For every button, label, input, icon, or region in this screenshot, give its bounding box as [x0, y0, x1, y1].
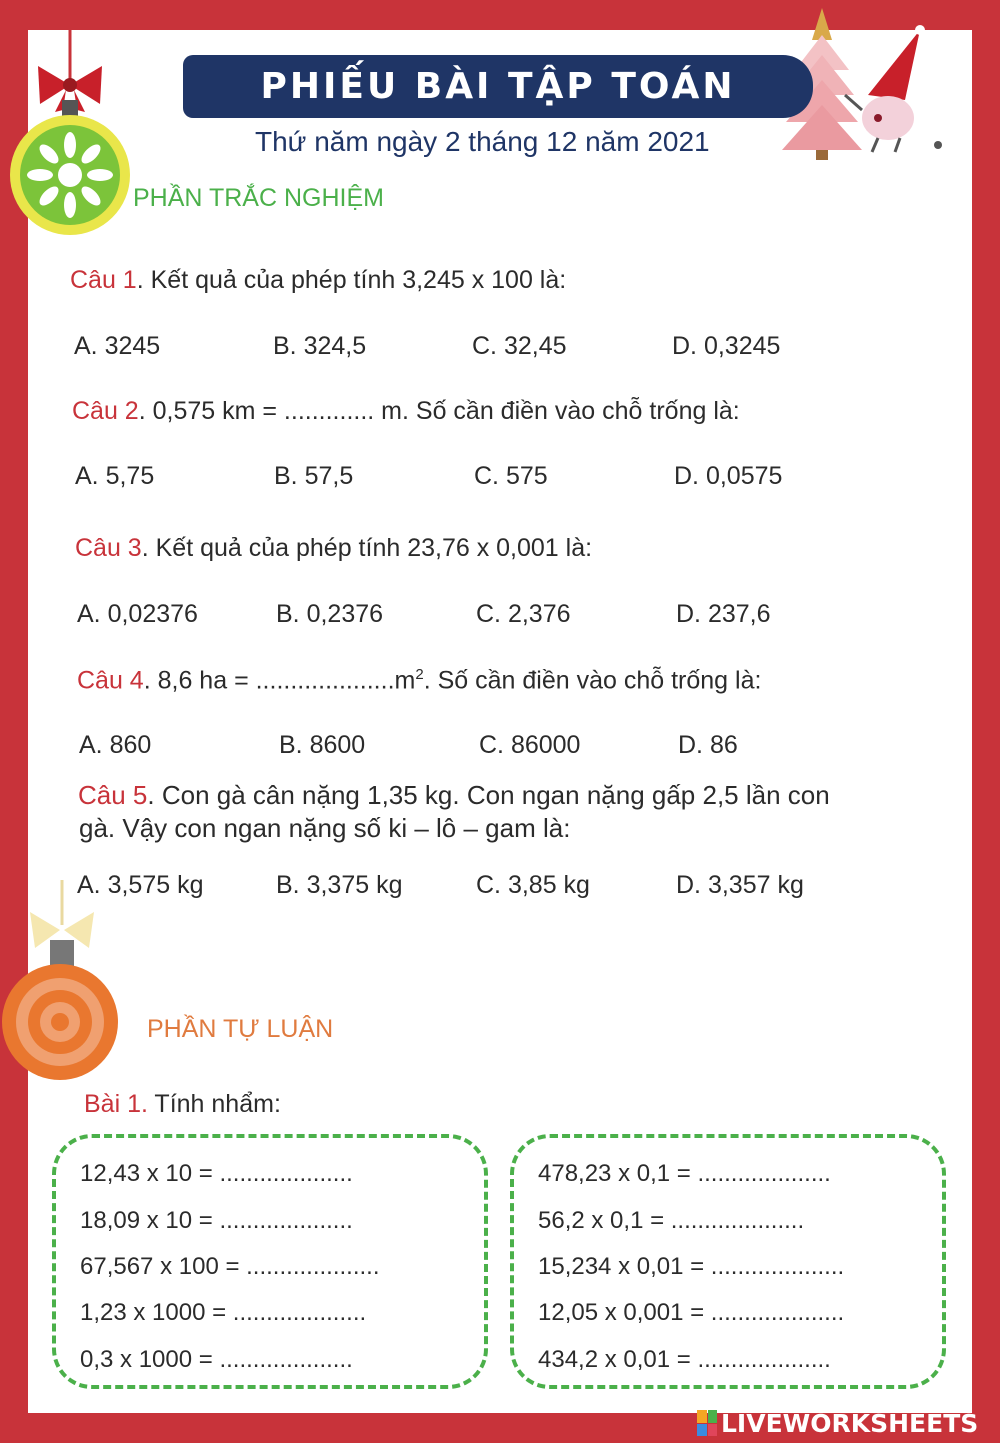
- exercise-text: Tính nhẩm:: [147, 1090, 281, 1118]
- q3-option-a[interactable]: A. 0,02376: [77, 600, 198, 628]
- q2-option-a[interactable]: A. 5,75: [75, 462, 155, 490]
- q1-option-b[interactable]: B. 324,5: [273, 332, 367, 360]
- q5-option-c[interactable]: C. 3,85 kg: [476, 871, 590, 899]
- liveworksheets-logo: [697, 1408, 978, 1438]
- q2-option-b[interactable]: B. 57,5: [274, 462, 354, 490]
- q5-option-a[interactable]: A. 3,575 kg: [77, 871, 204, 899]
- q4-option-b[interactable]: B. 8600: [279, 731, 366, 759]
- question-5-line2: gà. Vậy con ngan nặng số ki – lô – gam là:: [79, 813, 571, 843]
- calc-input[interactable]: 12,43 x 10 = ....................: [80, 1160, 353, 1187]
- title-banner: [183, 55, 813, 118]
- section-essay-heading: PHẦN TỰ LUẬN: [147, 1015, 334, 1043]
- q3-option-b[interactable]: B. 0,2376: [276, 600, 384, 628]
- question-3: [75, 534, 592, 563]
- superscript: 2: [415, 666, 424, 683]
- question-label: Câu 1: [70, 266, 137, 294]
- q1-option-c[interactable]: C. 32,45: [472, 332, 567, 360]
- question-text-after: . Số cần điền vào chỗ trống là:: [423, 666, 762, 695]
- calc-input[interactable]: 1,23 x 1000 = ....................: [80, 1299, 367, 1326]
- question-label: Câu 5: [78, 780, 148, 810]
- q4-option-a[interactable]: A. 860: [79, 731, 152, 759]
- calc-input[interactable]: 478,23 x 0,1 = ....................: [538, 1160, 831, 1187]
- calc-input[interactable]: 12,05 x 0,001 = ....................: [538, 1299, 845, 1326]
- calc-input[interactable]: 15,234 x 0,01 = ....................: [538, 1253, 845, 1280]
- spiral-ornament-icon: [2, 912, 118, 1080]
- question-text: . Kết quả của phép tính 23,76 x 0,001 là:: [141, 534, 593, 562]
- q2-option-c[interactable]: C. 575: [474, 462, 548, 490]
- question-label: Câu 3: [75, 534, 142, 562]
- worksheet-title: PHIẾU BÀI TẬP TOÁN: [260, 66, 736, 107]
- question-label: Câu 4: [77, 666, 144, 695]
- liveworksheets-icon: [697, 1410, 717, 1436]
- question-1: [70, 266, 566, 295]
- calc-input[interactable]: 18,09 x 10 = ....................: [80, 1207, 353, 1234]
- exercise-label: Bài 1.: [84, 1090, 148, 1118]
- question-text: . Kết quả của phép tính 3,245 x 100 là:: [136, 266, 567, 294]
- calc-input[interactable]: 67,567 x 100 = ....................: [80, 1253, 380, 1280]
- q3-option-c[interactable]: C. 2,376: [476, 600, 571, 628]
- exercise-1-heading: [84, 1090, 281, 1119]
- question-text: . Con gà cân nặng 1,35 kg. Con ngan nặng gấp 2,5 lần con: [147, 780, 830, 810]
- question-5: [78, 780, 830, 811]
- footer-brand: LIVEWORKSHEETS: [721, 1408, 979, 1438]
- section-multiple-choice-heading: PHẦN TRẮC NGHIỆM: [133, 184, 384, 212]
- question-text-before: . 8,6 ha = ....................m: [143, 666, 416, 695]
- q4-option-c[interactable]: C. 86000: [479, 731, 581, 759]
- q5-option-b[interactable]: B. 3,375 kg: [276, 871, 403, 899]
- calc-input[interactable]: 56,2 x 0,1 = ....................: [538, 1207, 805, 1234]
- question-label: Câu 2: [72, 397, 139, 425]
- worksheet-date: Thứ năm ngày 2 tháng 12 năm 2021: [255, 126, 710, 157]
- q1-option-d[interactable]: D. 0,3245: [672, 332, 781, 360]
- question-2: [72, 397, 740, 426]
- question-text: . 0,575 km = ............. m. Số cần điền vào chỗ trống là:: [138, 397, 740, 425]
- question-4: [77, 666, 761, 695]
- q2-option-d[interactable]: D. 0,0575: [674, 462, 783, 490]
- q4-option-d[interactable]: D. 86: [678, 731, 738, 759]
- calc-input[interactable]: 434,2 x 0,01 = ....................: [538, 1346, 831, 1373]
- q5-option-d[interactable]: D. 3,357 kg: [676, 871, 804, 899]
- q3-option-d[interactable]: D. 237,6: [676, 600, 771, 628]
- lime-ornament-icon: [10, 100, 130, 235]
- q1-option-a[interactable]: A. 3245: [74, 332, 161, 360]
- gnome-icon: [845, 25, 942, 152]
- calc-input[interactable]: 0,3 x 1000 = ....................: [80, 1346, 353, 1373]
